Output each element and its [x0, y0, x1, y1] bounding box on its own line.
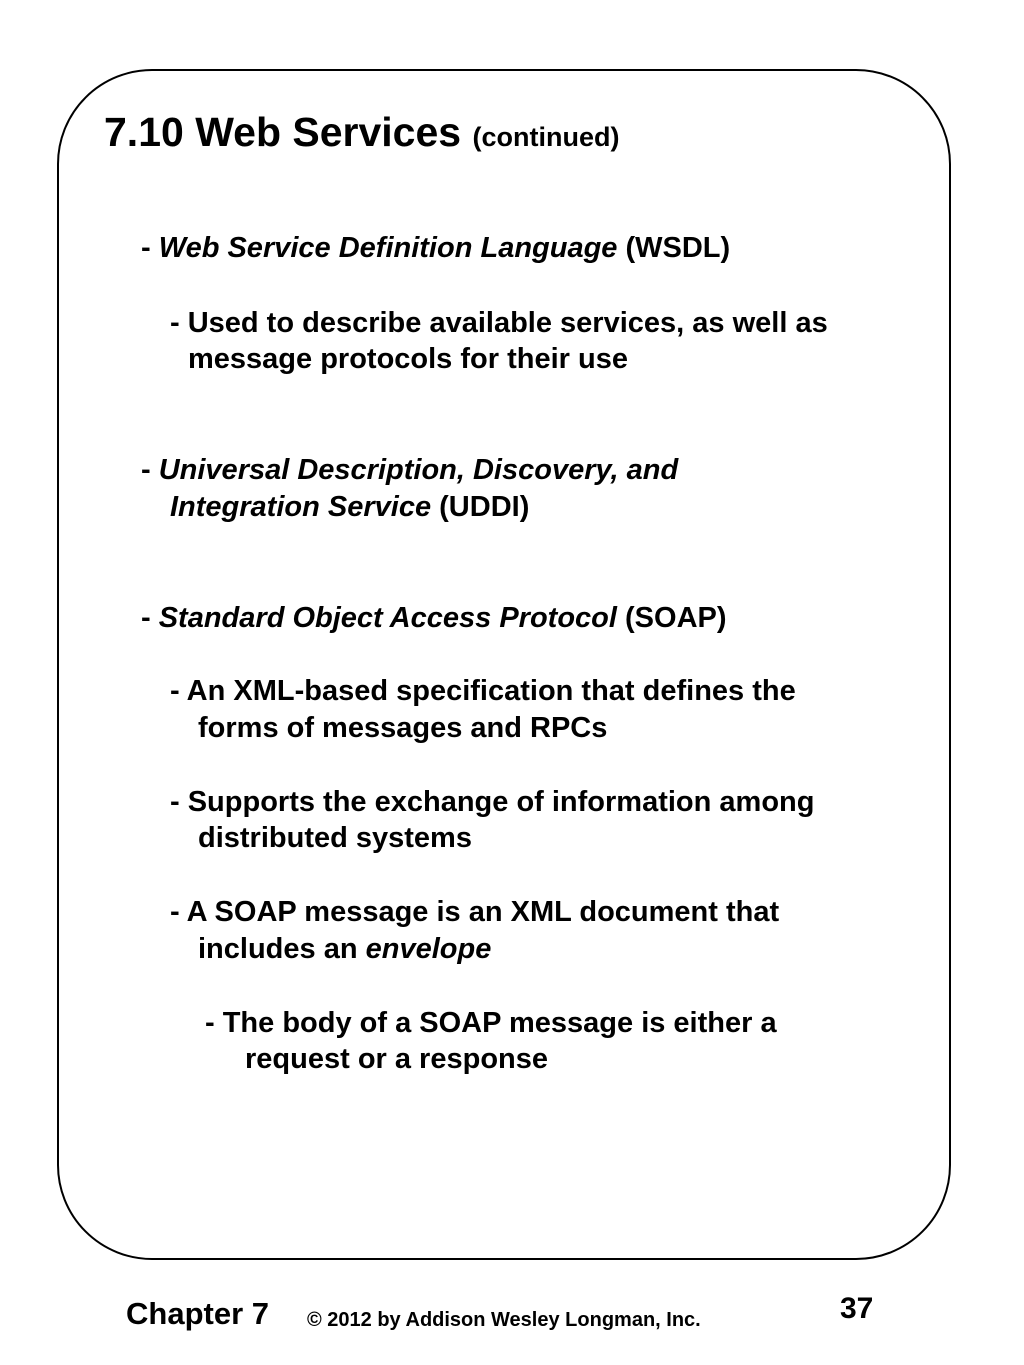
page-number: 37	[840, 1292, 874, 1325]
wsdl-heading	[141, 230, 730, 266]
soap-desc1-line2: forms of messages and RPCs	[198, 712, 608, 744]
uddi-heading-line2	[170, 489, 529, 525]
soap-desc3-prefix: includes an	[198, 933, 366, 965]
uddi-name-line2: Integration Service	[170, 491, 432, 523]
footer-copyright: © 2012 by Addison Wesley Longman, Inc.	[307, 1309, 701, 1331]
soap-abbr: (SOAP)	[616, 602, 727, 634]
soap-body-line1: - The body of a SOAP message is either a	[205, 1007, 777, 1039]
title-suffix: (continued)	[472, 122, 620, 152]
wsdl-desc-line2: message protocols for their use	[188, 343, 628, 375]
soap-body-line2: request or a response	[245, 1043, 548, 1075]
slide-title	[104, 108, 619, 161]
soap-envelope-term: envelope	[365, 933, 492, 965]
soap-desc3-line2	[198, 931, 491, 967]
footer-chapter: Chapter 7	[126, 1296, 269, 1331]
soap-desc3-line1: - A SOAP message is an XML document that	[170, 896, 780, 928]
soap-desc2-line2: distributed systems	[198, 822, 472, 854]
wsdl-desc-line1: - Used to describe available services, as well as	[170, 307, 828, 339]
wsdl-dash: -	[141, 232, 159, 264]
soap-name: Standard Object Access Protocol	[158, 602, 617, 634]
wsdl-abbr: (WSDL)	[617, 232, 731, 264]
soap-desc2-line1: - Supports the exchange of information among	[170, 786, 815, 818]
wsdl-name: Web Service Definition Language	[158, 232, 618, 264]
soap-desc1-line1: - An XML-based specification that defines the	[170, 675, 796, 707]
soap-heading	[141, 600, 727, 636]
soap-dash: -	[141, 602, 159, 634]
uddi-name-line1: Universal Description, Discovery, and	[158, 454, 679, 486]
uddi-dash: -	[141, 454, 159, 486]
title-text: 7.10 Web Services	[104, 109, 462, 155]
uddi-heading-line1	[141, 452, 678, 488]
uddi-abbr: (UDDI)	[431, 491, 530, 523]
